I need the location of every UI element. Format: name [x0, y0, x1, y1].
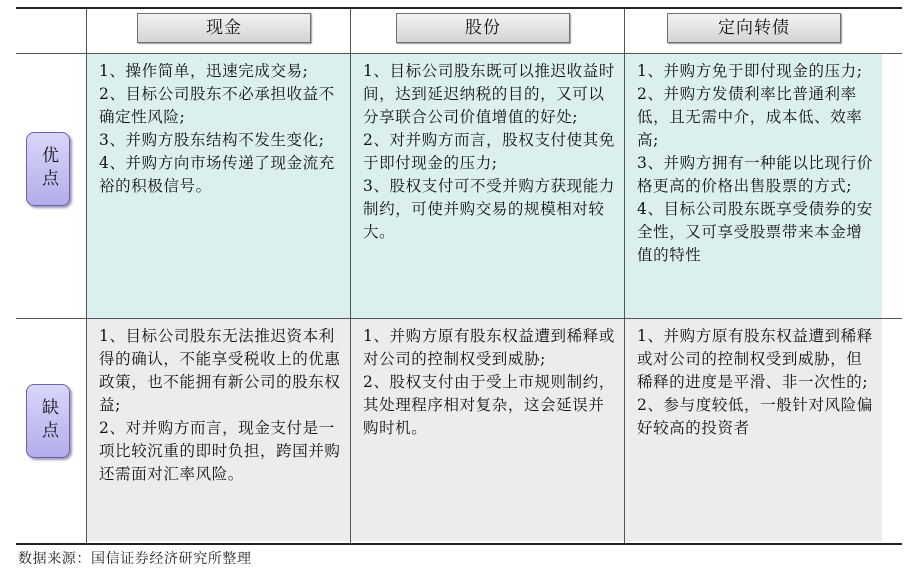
cell-line: 3、并购方拥有一种能以比现行价格更高的价格出售股票的方式; [637, 154, 873, 195]
cell-line: 3、股权支付可不受并购方获现能力制约，可使并购交易的规模相对较大。 [363, 177, 615, 241]
cell-line: 3、并购方股东结构不发生变化; [99, 131, 325, 149]
cell-line: 2、对并购方而言，股权支付使其免于即付现金的压力; [363, 131, 615, 172]
cell-cons-shares [351, 319, 624, 541]
cell-line: 2、并购方发债利率比普通利率低，且无需中介，成本低、效率高; [637, 85, 863, 149]
header-cash: 现金 [137, 13, 311, 43]
cell-line: 1、并购方原有股东权益遭到稀释或对公司的控制权受到威胁，但稀释的进度是平滑、非一次性的; [637, 327, 873, 391]
cell-line: 1、目标公司股东既可以推迟收益时间，达到延迟纳税的目的，又可以分享联合公司价值增值的好处; [363, 62, 615, 126]
cell-line: 1、目标公司股东无法推迟资本利得的确认，不能享受税收上的优惠政策，也不能拥有新公司的股东权益; [99, 327, 341, 414]
cell-pros-shares [351, 54, 624, 318]
row-label-pros: 优点 [26, 132, 70, 206]
data-source-note: 数据来源：国信证券经济研究所整理 [18, 551, 252, 567]
cell-cons-convertible-bonds [625, 319, 882, 541]
row-label-cons: 缺点 [26, 384, 70, 458]
cell-line: 2、对并购方而言，现金支付是一项比较沉重的即时负担，跨国并购还需面对汇率风险。 [99, 419, 341, 483]
cell-line: 1、操作简单，迅速完成交易; [99, 62, 309, 80]
comparison-table [16, 7, 902, 545]
cell-cons-cash [87, 319, 350, 541]
cell-pros-convertible-bonds [625, 54, 882, 318]
cell-line: 4、目标公司股东既享受债券的安全性，又可享受股票带来本金增值的特性 [637, 200, 873, 264]
cell-pros-cash [87, 54, 350, 318]
cell-line: 2、参与度较低，一般针对风险偏好较高的投资者 [637, 396, 873, 437]
cell-line: 1、并购方原有股东权益遭到稀释或对公司的控制权受到威胁; [363, 327, 615, 368]
cell-line: 2、目标公司股东不必承担收益不确定性风险; [99, 85, 335, 126]
header-convertible-bonds: 定向转债 [667, 13, 841, 43]
cell-line: 2、股权支付由于受上市规则制约，其处理程序相对复杂，这会延误并购时机。 [363, 373, 615, 437]
cell-line: 1、并购方免于即付现金的压力; [637, 62, 863, 80]
cell-line: 4、并购方向市场传递了现金流充裕的积极信号。 [99, 154, 335, 195]
header-shares: 股份 [396, 13, 570, 43]
